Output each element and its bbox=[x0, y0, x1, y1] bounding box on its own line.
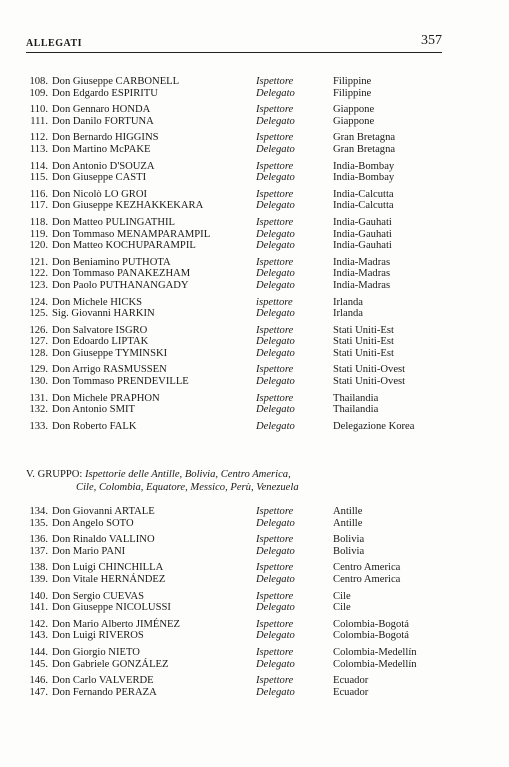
entry-row bbox=[26, 506, 466, 518]
entry-row bbox=[26, 562, 466, 574]
entry-number: 142. bbox=[29, 618, 48, 630]
entry-row bbox=[26, 308, 466, 320]
entry-place: Antille bbox=[333, 517, 363, 529]
entry-number: 139. bbox=[29, 573, 48, 585]
entry-place: Thailandia bbox=[333, 392, 379, 404]
entry-row bbox=[26, 172, 466, 184]
entry-place: Bolivia bbox=[333, 534, 365, 546]
entry-role: Ispettore bbox=[256, 364, 294, 376]
entry-role: Delegato bbox=[256, 658, 295, 670]
entry-name: Don Michele PRAPHON bbox=[52, 392, 160, 404]
entry-number: 146. bbox=[29, 675, 48, 687]
entry-name: Don Giovanni ARTALE bbox=[52, 506, 155, 517]
section-label: V. GRUPPO: bbox=[26, 469, 83, 480]
entry-row bbox=[26, 591, 466, 603]
entry-name: Don Martino McPAKE bbox=[52, 143, 151, 155]
entry-role: Delegato bbox=[256, 172, 295, 184]
section-heading bbox=[26, 468, 466, 494]
entry-row bbox=[26, 647, 466, 659]
entry-number: 113. bbox=[29, 143, 48, 155]
entry-number: 125. bbox=[29, 308, 48, 320]
entry-name: Don Carlo VALVERDE bbox=[52, 675, 154, 687]
entry-place: Bolivia bbox=[333, 545, 365, 557]
entry-role: Delegato bbox=[256, 420, 295, 432]
entry-row bbox=[26, 104, 466, 116]
entry-role: Delegato bbox=[256, 228, 295, 240]
entry-role: ispettore bbox=[256, 296, 293, 308]
entry-place: Thailandia bbox=[333, 404, 379, 416]
entry-row bbox=[26, 217, 466, 229]
entry-role: Delegato bbox=[256, 404, 295, 416]
entry-number: 127. bbox=[29, 336, 48, 348]
entry-place: Stati Uniti-Ovest bbox=[333, 364, 406, 376]
entry-name: Don Matteo PULINGATHIL bbox=[52, 216, 175, 228]
entry-name: Don Roberto FALK bbox=[52, 420, 137, 432]
entry-name: Don Giuseppe NICOLUSSI bbox=[52, 602, 171, 614]
entry-name: Don Giuseppe CARBONELL bbox=[52, 76, 180, 87]
entry-role: Delegato bbox=[256, 200, 295, 212]
delegate-list-top bbox=[26, 76, 466, 437]
entry-place: Cile bbox=[333, 602, 351, 614]
entry-number: 123. bbox=[29, 279, 48, 291]
entry-role: Ispettore bbox=[256, 506, 294, 517]
entry-group bbox=[26, 675, 466, 698]
entry-place: India-Madras bbox=[333, 268, 391, 280]
entry-number: 130. bbox=[29, 376, 48, 388]
entry-group bbox=[26, 393, 466, 416]
entry-number: 145. bbox=[29, 658, 48, 670]
entry-place: Cile bbox=[333, 590, 351, 602]
entry-group bbox=[26, 297, 466, 320]
entry-role: Delegato bbox=[256, 347, 295, 359]
entry-name: Don Michele HICKS bbox=[52, 296, 143, 308]
entry-number: 140. bbox=[29, 590, 48, 602]
entry-place: Antille bbox=[333, 506, 363, 517]
entry-number: 119. bbox=[29, 228, 48, 240]
entry-role: Delegato bbox=[256, 87, 295, 99]
page-header bbox=[26, 33, 442, 53]
entry-place: Filippine bbox=[333, 76, 372, 87]
entry-role: Ispettore bbox=[256, 216, 294, 228]
entry-place: India-Gauhati bbox=[333, 228, 392, 240]
entry-number: 117. bbox=[29, 200, 48, 212]
entry-place: Giappone bbox=[333, 115, 375, 127]
entry-row bbox=[26, 518, 466, 530]
entry-group bbox=[26, 132, 466, 155]
entry-place: Colombia-Bogotá bbox=[333, 630, 409, 642]
entry-row bbox=[26, 404, 466, 416]
entry-place: Ecuador bbox=[333, 675, 369, 687]
entry-place: Irlanda bbox=[333, 296, 363, 308]
entry-number: 138. bbox=[29, 562, 48, 574]
entry-name: Don Nicolò LO GROI bbox=[52, 188, 148, 200]
entry-role: Delegato bbox=[256, 279, 295, 291]
section-line-2: Cile, Colombia, Equatore, Messico, Perù, Venezuela bbox=[76, 482, 299, 493]
entry-role: Ispettore bbox=[256, 534, 294, 546]
entry-name: Sig. Giovanni HARKIN bbox=[52, 308, 155, 320]
entry-name: Don Tommaso PANAKEZHAM bbox=[52, 268, 191, 280]
entry-group bbox=[26, 189, 466, 212]
entry-name: Don Fernando PERAZA bbox=[52, 686, 157, 698]
entry-role: Delegato bbox=[256, 143, 295, 155]
entry-row bbox=[26, 393, 466, 405]
section-line-1: Ispettorie delle Antille, Bolivia, Centro America, bbox=[84, 469, 291, 480]
entry-role: Delegato bbox=[256, 308, 295, 320]
entry-row bbox=[26, 189, 466, 201]
entry-place: Gran Bretagna bbox=[333, 132, 396, 144]
entry-name: Don Angelo SOTO bbox=[52, 517, 134, 529]
entry-role: Delegato bbox=[256, 602, 295, 614]
entry-row bbox=[26, 687, 466, 699]
entry-name: Don Vitale HERNÁNDEZ bbox=[52, 573, 166, 585]
entry-name: Don Rinaldo VALLINO bbox=[52, 534, 155, 546]
entry-name: Don Gennaro HONDA bbox=[52, 104, 151, 116]
entry-place: India-Calcutta bbox=[333, 200, 394, 212]
entry-row bbox=[26, 116, 466, 128]
entry-name: Don Sergio CUEVAS bbox=[52, 590, 145, 602]
entry-row bbox=[26, 297, 466, 309]
entry-number: 116. bbox=[29, 188, 48, 200]
entry-place: Colombia-Medellín bbox=[333, 658, 417, 670]
entry-number: 126. bbox=[29, 324, 48, 336]
entry-group bbox=[26, 325, 466, 360]
entry-role: Ispettore bbox=[256, 76, 294, 87]
entry-place: Delegazione Korea bbox=[333, 420, 415, 432]
entry-role: Ispettore bbox=[256, 562, 294, 574]
entry-group bbox=[26, 562, 466, 585]
entry-name: Don Antonio D'SOUZA bbox=[52, 160, 155, 172]
entry-group bbox=[26, 76, 466, 99]
entry-row bbox=[26, 574, 466, 586]
entry-number: 120. bbox=[29, 240, 48, 252]
entry-role: Ispettore bbox=[256, 188, 294, 200]
entry-role: Delegato bbox=[256, 630, 295, 642]
entry-group bbox=[26, 421, 466, 433]
page-number: 357 bbox=[421, 33, 442, 48]
entry-number: 128. bbox=[29, 347, 48, 359]
entry-place: India-Bombay bbox=[333, 160, 395, 172]
entry-place: India-Calcutta bbox=[333, 188, 394, 200]
entry-row bbox=[26, 88, 466, 100]
entry-place: Colombia-Bogotá bbox=[333, 618, 409, 630]
entry-row bbox=[26, 348, 466, 360]
entry-group bbox=[26, 257, 466, 292]
entry-place: Gran Bretagna bbox=[333, 143, 396, 155]
entry-row bbox=[26, 376, 466, 388]
entry-place: India-Madras bbox=[333, 279, 391, 291]
entry-name: Don Arrigo RASMUSSEN bbox=[52, 364, 167, 376]
entry-row bbox=[26, 602, 466, 614]
entry-row bbox=[26, 240, 466, 252]
entry-name: Don Giorgio NIETO bbox=[52, 646, 140, 658]
entry-group bbox=[26, 104, 466, 127]
entry-group bbox=[26, 647, 466, 670]
entry-group bbox=[26, 217, 466, 252]
entry-row bbox=[26, 421, 466, 433]
running-title: ALLEGATI bbox=[26, 38, 83, 49]
entry-name: Don Giuseppe KEZHAKKEKARA bbox=[52, 200, 204, 212]
entry-role: Delegato bbox=[256, 376, 295, 388]
entry-role: Ispettore bbox=[256, 132, 294, 144]
entry-name: Don Danilo FORTUNA bbox=[52, 115, 154, 127]
entry-row bbox=[26, 619, 466, 631]
entry-name: Don Tommaso PRENDEVILLE bbox=[52, 376, 189, 388]
entry-number: 114. bbox=[29, 160, 48, 172]
entry-place: Stati Uniti-Est bbox=[333, 347, 394, 359]
entry-name: Don Edoardo LIPTAK bbox=[52, 336, 149, 348]
entry-number: 124. bbox=[29, 296, 48, 308]
entry-place: Centro America bbox=[333, 562, 401, 574]
entry-row bbox=[26, 76, 466, 88]
entry-place: Stati Uniti-Est bbox=[333, 324, 394, 336]
entry-name: Don Mario PANI bbox=[52, 545, 126, 557]
entry-group bbox=[26, 364, 466, 387]
entry-place: Centro America bbox=[333, 573, 401, 585]
entry-row bbox=[26, 325, 466, 337]
entry-row bbox=[26, 546, 466, 558]
entry-role: Delegato bbox=[256, 545, 295, 557]
entry-role: Delegato bbox=[256, 573, 295, 585]
entry-row bbox=[26, 268, 466, 280]
entry-role: Delegato bbox=[256, 268, 295, 280]
entry-row bbox=[26, 280, 466, 292]
entry-role: Delegato bbox=[256, 686, 295, 698]
entry-name: Don Paolo PUTHANANGADY bbox=[52, 279, 189, 291]
entry-row bbox=[26, 630, 466, 642]
entry-number: 118. bbox=[29, 216, 48, 228]
entry-number: 137. bbox=[29, 545, 48, 557]
entry-row bbox=[26, 675, 466, 687]
entry-name: Don Gabriele GONZÁLEZ bbox=[52, 658, 169, 670]
entry-number: 143. bbox=[29, 630, 48, 642]
entry-place: Irlanda bbox=[333, 308, 363, 320]
entry-group bbox=[26, 591, 466, 614]
entry-number: 133. bbox=[29, 420, 48, 432]
entry-row bbox=[26, 132, 466, 144]
entry-name: Don Giuseppe TYMINSKI bbox=[52, 347, 168, 359]
entry-role: Ispettore bbox=[256, 392, 294, 404]
entry-name: Don Tommaso MENAMPARAMPIL bbox=[52, 228, 211, 240]
entry-number: 134. bbox=[29, 506, 48, 517]
entry-place: Giappone bbox=[333, 104, 375, 116]
entry-number: 115. bbox=[29, 172, 48, 184]
entry-name: Don Luigi CHINCHILLA bbox=[52, 562, 164, 574]
entry-row bbox=[26, 144, 466, 156]
entry-role: Ispettore bbox=[256, 324, 294, 336]
entry-number: 144. bbox=[29, 646, 48, 658]
entry-number: 109. bbox=[29, 87, 48, 99]
entry-row bbox=[26, 534, 466, 546]
entry-role: Delegato bbox=[256, 517, 295, 529]
entry-role: Ispettore bbox=[256, 160, 294, 172]
entry-number: 132. bbox=[29, 404, 48, 416]
entry-name: Don Matteo KOCHUPARAMPIL bbox=[52, 240, 196, 252]
entry-number: 108. bbox=[29, 76, 48, 87]
entry-place: Filippine bbox=[333, 87, 372, 99]
entry-name: Don Luigi RIVEROS bbox=[52, 630, 144, 642]
entry-number: 112. bbox=[29, 132, 48, 144]
entry-number: 135. bbox=[29, 517, 48, 529]
entry-name: Don Edgardo ESPIRITU bbox=[52, 87, 158, 99]
entry-place: India-Gauhati bbox=[333, 216, 392, 228]
entry-place: Stati Uniti-Est bbox=[333, 336, 394, 348]
entry-number: 147. bbox=[29, 686, 48, 698]
entry-group bbox=[26, 619, 466, 642]
entry-number: 121. bbox=[29, 256, 48, 268]
entry-place: India-Madras bbox=[333, 256, 391, 268]
entry-number: 111. bbox=[30, 115, 48, 127]
entry-role: Ispettore bbox=[256, 646, 294, 658]
entry-place: Ecuador bbox=[333, 686, 369, 698]
entry-row bbox=[26, 161, 466, 173]
entry-row bbox=[26, 364, 466, 376]
entry-name: Don Mario Alberto JIMÉNEZ bbox=[52, 618, 180, 630]
entry-number: 129. bbox=[29, 364, 48, 376]
entry-group bbox=[26, 506, 466, 529]
entry-role: Ispettore bbox=[256, 104, 294, 116]
entry-number: 136. bbox=[29, 534, 48, 546]
entry-row bbox=[26, 336, 466, 348]
entry-name: Don Salvatore ISGRO bbox=[52, 324, 148, 336]
delegate-list-bottom bbox=[26, 506, 466, 703]
entry-place: India-Bombay bbox=[333, 172, 395, 184]
entry-role: Ispettore bbox=[256, 675, 294, 687]
entry-row bbox=[26, 200, 466, 212]
entry-group bbox=[26, 161, 466, 184]
entry-place: India-Gauhati bbox=[333, 240, 392, 252]
entry-name: Don Bernardo HIGGINS bbox=[52, 132, 159, 144]
entry-role: Delegato bbox=[256, 115, 295, 127]
entry-name: Don Giuseppe CASTI bbox=[52, 172, 147, 184]
entry-role: Ispettore bbox=[256, 618, 294, 630]
entry-role: Ispettore bbox=[256, 256, 294, 268]
entry-row bbox=[26, 659, 466, 671]
entry-number: 131. bbox=[29, 392, 48, 404]
entry-role: Delegato bbox=[256, 240, 295, 252]
entry-role: Delegato bbox=[256, 336, 295, 348]
entry-row bbox=[26, 229, 466, 241]
entry-number: 110. bbox=[29, 104, 48, 116]
entry-group bbox=[26, 534, 466, 557]
entry-place: Colombia-Medellín bbox=[333, 646, 417, 658]
entry-number: 122. bbox=[29, 268, 48, 280]
entry-name: Don Beniamino PUTHOTA bbox=[52, 256, 171, 268]
entry-row bbox=[26, 257, 466, 269]
entry-number: 141. bbox=[29, 602, 48, 614]
entry-place: Stati Uniti-Ovest bbox=[333, 376, 406, 388]
entry-role: Ispettore bbox=[256, 590, 294, 602]
entry-name: Don Antonio SMIT bbox=[52, 404, 135, 416]
